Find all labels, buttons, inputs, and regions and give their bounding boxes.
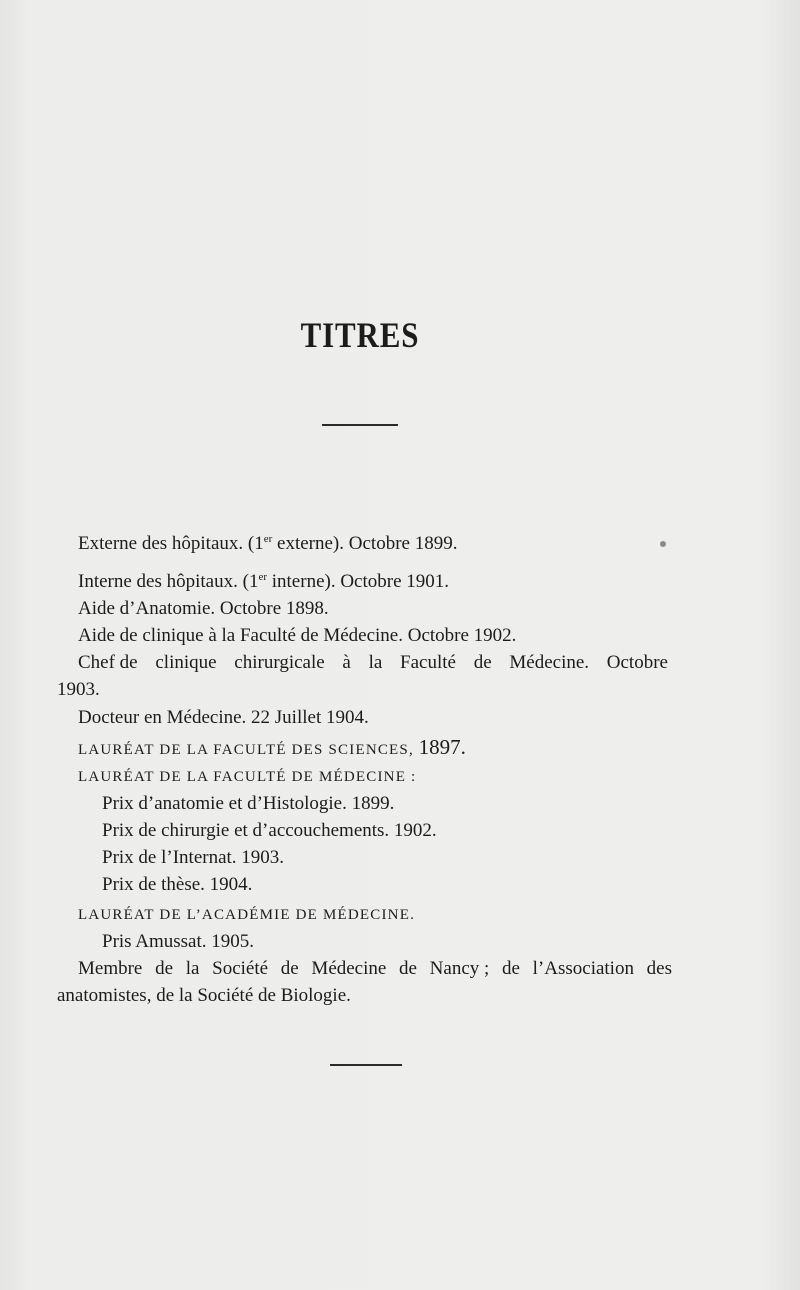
entry-externe-text: Externe des hôpitaux. (1 bbox=[78, 533, 264, 554]
stray-mark bbox=[660, 541, 666, 547]
entry-prix-anatomie: Prix d’anatomie et d’Histologie. 1899. bbox=[102, 793, 395, 814]
entry-externe bbox=[78, 532, 457, 556]
word: Octobre bbox=[606, 652, 668, 673]
entry-membre-line2: anatomistes, de la Société de Biologie. bbox=[57, 985, 351, 1006]
word: de bbox=[155, 958, 174, 979]
entry-aide-anatomie: Aide d’Anatomie. Octobre 1898. bbox=[78, 598, 329, 619]
word: la bbox=[368, 652, 383, 673]
entry-prix-these: Prix de thèse. 1904. bbox=[102, 874, 253, 895]
entry-pris-amussat: Pris Amussat. 1905. bbox=[102, 931, 255, 952]
entry-interne-superscript: er bbox=[258, 571, 267, 583]
entry-externe-text-end: externe). Octobre 1899. bbox=[272, 533, 458, 554]
entry-aide-clinique: Aide de clinique à la Faculté de Médecine. Octobre 1902. bbox=[78, 625, 517, 646]
entry-prix-internat: Prix de l’Internat. 1903. bbox=[102, 847, 285, 868]
entry-interne-text-end: interne). Octobre 1901. bbox=[267, 571, 450, 592]
entry-membre-line1 bbox=[78, 957, 672, 981]
entry-chef-clinique-line2: 1903. bbox=[57, 679, 100, 700]
word: Nancy ; bbox=[429, 958, 490, 979]
word: des bbox=[646, 958, 672, 979]
word: Chef de bbox=[78, 652, 138, 673]
entry-externe-superscript: er bbox=[263, 533, 273, 545]
entry-laureat-sciences bbox=[78, 735, 466, 762]
title-divider bbox=[322, 424, 398, 426]
entry-interne-text: Interne des hôpitaux. (1 bbox=[78, 571, 259, 592]
laureat-sciences-label: LAURÉAT DE LA FACULTÉ DES SCIENCES, bbox=[78, 742, 414, 758]
entry-laureat-medecine: LAURÉAT DE LA FACULTÉ DE MÉDECINE : bbox=[78, 769, 417, 785]
word: l’Association bbox=[532, 958, 634, 979]
word: Faculté bbox=[400, 652, 456, 673]
page-title: TITRES bbox=[300, 315, 420, 355]
word: la bbox=[185, 958, 200, 979]
laureat-sciences-year: 1897. bbox=[418, 735, 466, 759]
entry-docteur: Docteur en Médecine. 22 Juillet 1904. bbox=[78, 707, 369, 728]
word: de bbox=[280, 958, 299, 979]
word: de bbox=[502, 958, 520, 979]
word: de bbox=[473, 652, 492, 673]
entry-prix-chirurgie: Prix de chirurgie et d’accouchements. 1902. bbox=[102, 820, 437, 841]
word: à bbox=[342, 652, 351, 673]
word: clinique bbox=[155, 652, 217, 673]
word: de bbox=[399, 958, 417, 979]
word: Société bbox=[212, 958, 269, 979]
entry-chef-clinique-line1 bbox=[78, 651, 668, 675]
word: chirurgicale bbox=[234, 652, 325, 673]
word: Médecine. bbox=[509, 652, 590, 673]
entry-laureat-academie: LAURÉAT DE L’ACADÉMIE DE MÉDECINE. bbox=[78, 907, 416, 923]
entry-interne bbox=[78, 570, 449, 594]
closing-divider bbox=[330, 1064, 402, 1066]
word: Membre bbox=[78, 958, 143, 979]
word: Médecine bbox=[311, 958, 387, 979]
